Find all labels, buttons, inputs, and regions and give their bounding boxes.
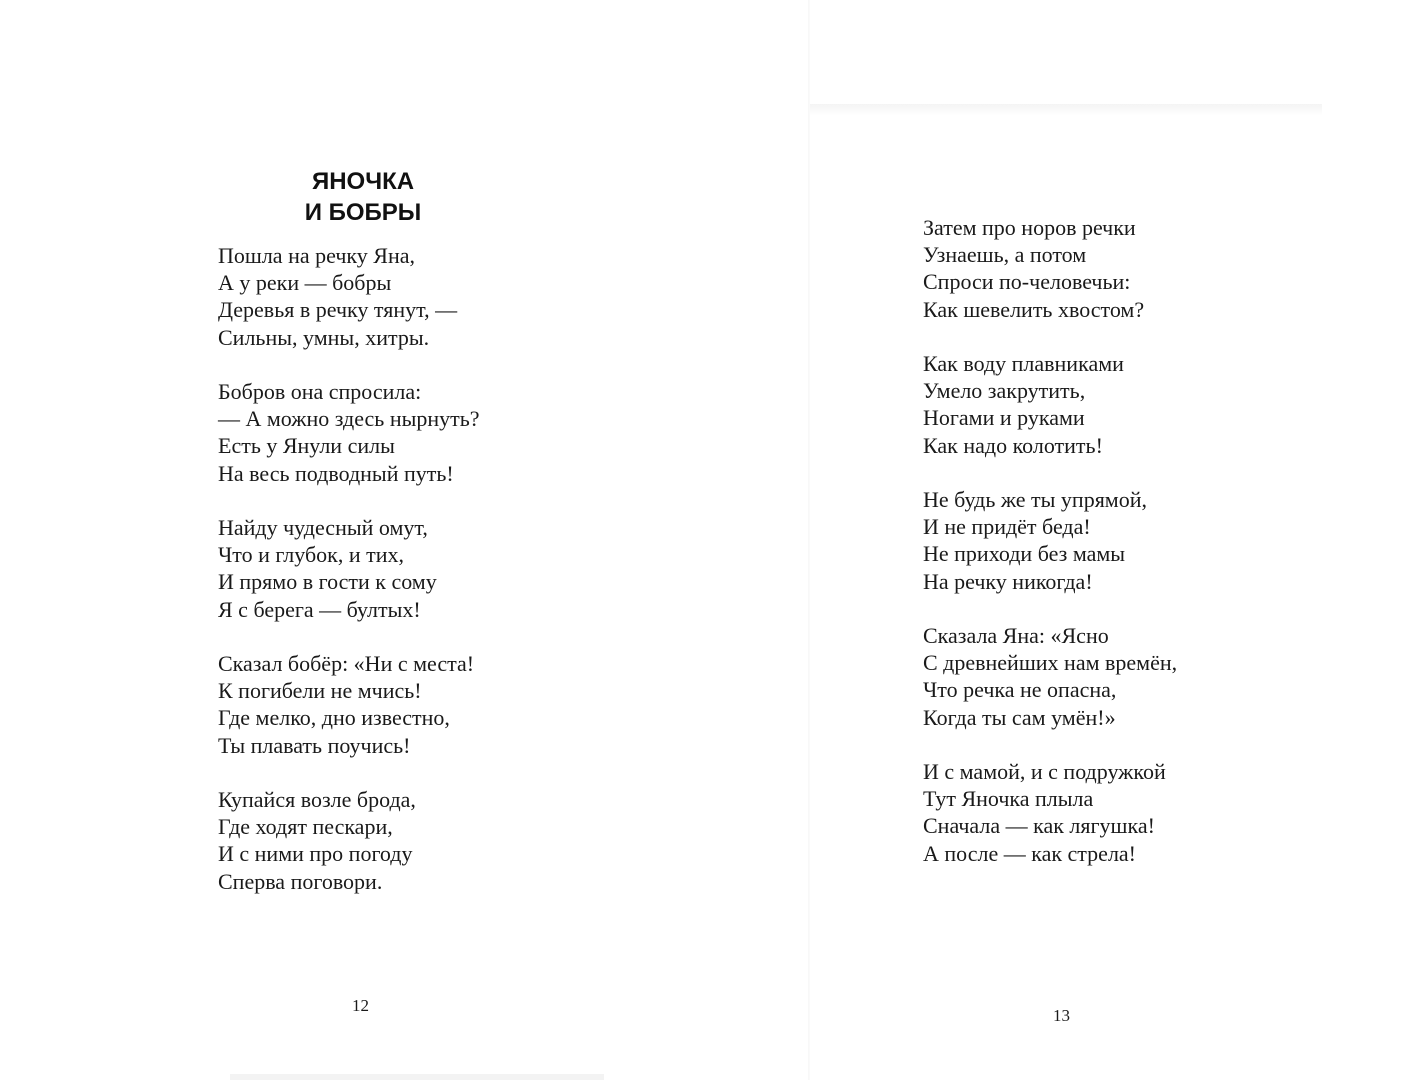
poem-line: Деревья в речку тянут, — (218, 297, 458, 323)
poem-line: Сначала — как лягушка! (923, 813, 1155, 839)
stanza (923, 758, 1343, 867)
right-page (810, 0, 1427, 1080)
poem-line: Где мелко, дно известно, (218, 705, 450, 731)
poem-line: К погибели не мчись! (218, 678, 422, 704)
poem-line: Что речка не опасна, (923, 677, 1117, 703)
poem-line: И прямо в гости к сому (218, 569, 437, 595)
page-edge-shadow (810, 104, 1322, 116)
stanza (923, 486, 1343, 595)
poem-line: И не придёт беда! (923, 514, 1091, 540)
poem-line: Сказала Яна: «Ясно (923, 623, 1109, 648)
poem-line: Пошла на речку Яна, (218, 243, 415, 268)
poem-line: Я с берега — бултых! (218, 596, 421, 622)
poem-line: Как воду плавниками (923, 351, 1124, 376)
poem-line: Не приходи без мамы (923, 541, 1126, 567)
title-line: И БОБРЫ (304, 199, 422, 226)
poem-line: Сильны, умны, хитры. (218, 324, 430, 350)
stanza (218, 378, 638, 487)
poem-text-right (923, 214, 1343, 894)
poem-line: Ногами и руками (923, 405, 1085, 431)
poem-line: И с мамой, и с подружкой (923, 759, 1166, 784)
poem-line: А у реки — бобры (218, 270, 392, 296)
poem-line: Не будь же ты упрямой, (923, 487, 1148, 512)
poem-line: Умело закрутить, (923, 378, 1086, 404)
poem-line: И с ними про погоду (218, 841, 413, 867)
poem-line: Найду чудесный омут, (218, 515, 428, 540)
poem-line: Спроси по-человечьи: (923, 269, 1131, 295)
stanza (218, 650, 638, 759)
poem-line: Где ходят пескари, (218, 814, 393, 840)
poem-line: Ты плавать поучись! (218, 732, 411, 758)
poem-line: Есть у Янули силы (218, 433, 395, 459)
poem-line: А после — как стрела! (923, 840, 1137, 866)
poem-line: Купайся возле брода, (218, 787, 416, 812)
title-line: ЯНОЧКА (311, 168, 415, 195)
poem-line: Сперва поговори. (218, 868, 383, 894)
poem-line: Когда ты сам умён!» (923, 704, 1116, 730)
poem-line: Сказал бобёр: «Ни с места! (218, 651, 475, 676)
stanza (923, 350, 1343, 459)
poem-line: Бобров она спросила: (218, 379, 422, 404)
poem-text-left (218, 242, 638, 922)
stanza (218, 786, 638, 895)
stanza (218, 514, 638, 623)
poem-line: Затем про норов речки (923, 215, 1136, 240)
stanza (218, 242, 638, 351)
page-edge-shadow (230, 1074, 604, 1080)
poem-line: Узнаешь, а потом (923, 242, 1087, 268)
poem-line: На речку никогда! (923, 568, 1093, 594)
poem-line: Как надо колотить! (923, 432, 1103, 458)
poem-line: С древнейших нам времён, (923, 650, 1178, 676)
page-number-right: 13 (1053, 1006, 1070, 1025)
poem-line: На весь подводный путь! (218, 460, 454, 486)
poem-line: — А можно здесь нырнуть? (218, 406, 480, 432)
poem-title (218, 166, 508, 228)
poem-line: Что и глубок, и тих, (218, 542, 405, 568)
page-number-left: 12 (352, 996, 369, 1015)
stanza (923, 622, 1343, 731)
poem-line: Тут Яночка плыла (923, 786, 1094, 812)
stanza (923, 214, 1343, 323)
poem-line: Как шевелить хвостом? (923, 296, 1145, 322)
